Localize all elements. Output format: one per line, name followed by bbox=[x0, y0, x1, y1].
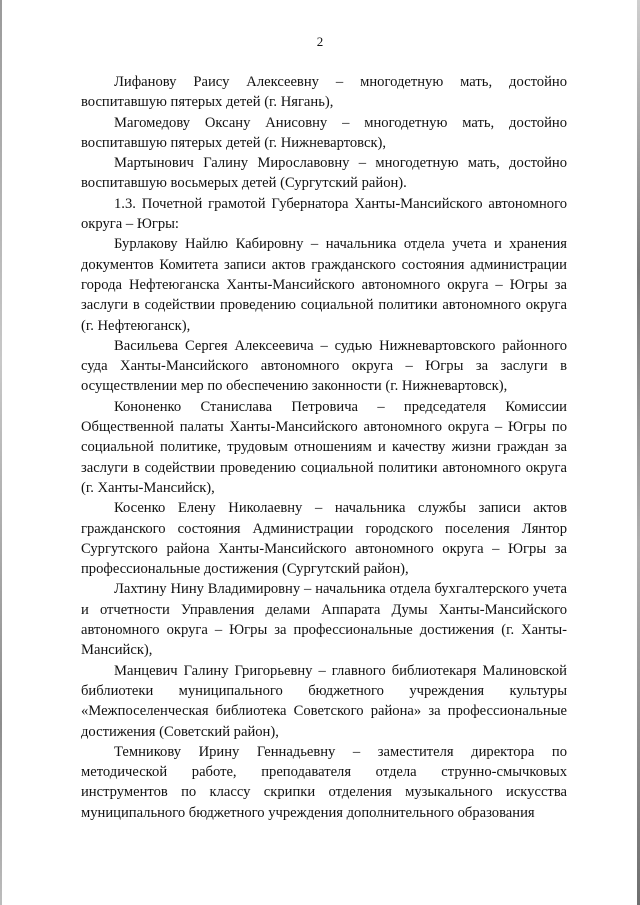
paragraph-kononenko: Кононенко Станислава Петровича – председателя Комиссии Общественной палаты Ханты-Мансийского автономного округа – Югры по социальной политике, трудовым отношениям и качеству жизни граждан за заслуги в содействии проведению социальной политики автономного округа (г. Ханты-Мансийск), bbox=[81, 398, 567, 496]
paragraph-lakhtina: Лахтину Нину Владимировну – начальника отдела бухгалтерского учета и отчетности Управления делами Аппарата Думы Ханты-Мансийского автономного округа – Югры за профессиональные достижения (г. Ханты-Мансийск), bbox=[81, 581, 567, 659]
paragraph-vasilyev: Васильева Сергея Алексеевича – судью Нижневартовского районного суда Ханты-Мансийского автономного округа – Югры за заслуги в осуществлении мер по обеспечению законности (г. Нижневартовск), bbox=[81, 337, 567, 395]
paragraph-temnikova: Темникову Ирину Геннадьевну – заместителя директора по методической работе, преподавателя отдела струнно-смычковых инструментов по классу скрипки отделения музыкального искусства муниципального бюджетного учреждения дополнительного образования bbox=[81, 743, 567, 821]
paragraph-martynovich: Мартынович Галину Мирославовну – многодетную мать, достойно воспитавшую восьмерых детей (Сургутский район). bbox=[81, 155, 567, 192]
paragraph-mantsevich: Манцевич Галину Григорьевну – главного библиотекаря Малиновской библиотеки муниципального бюджетного учреждения культуры «Межпоселенческая библиотека Советского района» за профессиональные достижения (Советский район), bbox=[81, 662, 567, 740]
document-body bbox=[81, 72, 567, 823]
paragraph-burlakova: Бурлакову Найлю Кабировну – начальника отдела учета и хранения документов Комитета записи актов гражданского состояния администрации города Нефтеюганска Ханты-Мансийского автономного округа – Югры за заслуги в содействии проведению социальной политики автономного округа (г. Нефтеюганск), bbox=[81, 236, 567, 334]
paragraph-magomedova: Магомедову Оксану Анисовну – многодетную мать, достойно воспитавшую пятерых детей (г. Нижневартовск), bbox=[81, 114, 567, 151]
page-number: 2 bbox=[316, 34, 324, 49]
scan-edge-left bbox=[0, 0, 2, 905]
section-heading-1-3: 1.3. Почетной грамотой Губернатора Ханты-Мансийского автономного округа – Югры: bbox=[81, 195, 567, 233]
paragraph-lifanova: Лифанову Раису Алексеевну – многодетную мать, достойно воспитавшую пятерых детей (г. Нягань), bbox=[81, 74, 567, 111]
paragraph-kosenko: Косенко Елену Николаевну – начальника службы записи актов гражданского состояния Администрации городского поселения Лянтор Сургутского района Ханты-Мансийского автономного округа – Югры за профессиональные достижения (Сургутский район), bbox=[81, 500, 567, 578]
